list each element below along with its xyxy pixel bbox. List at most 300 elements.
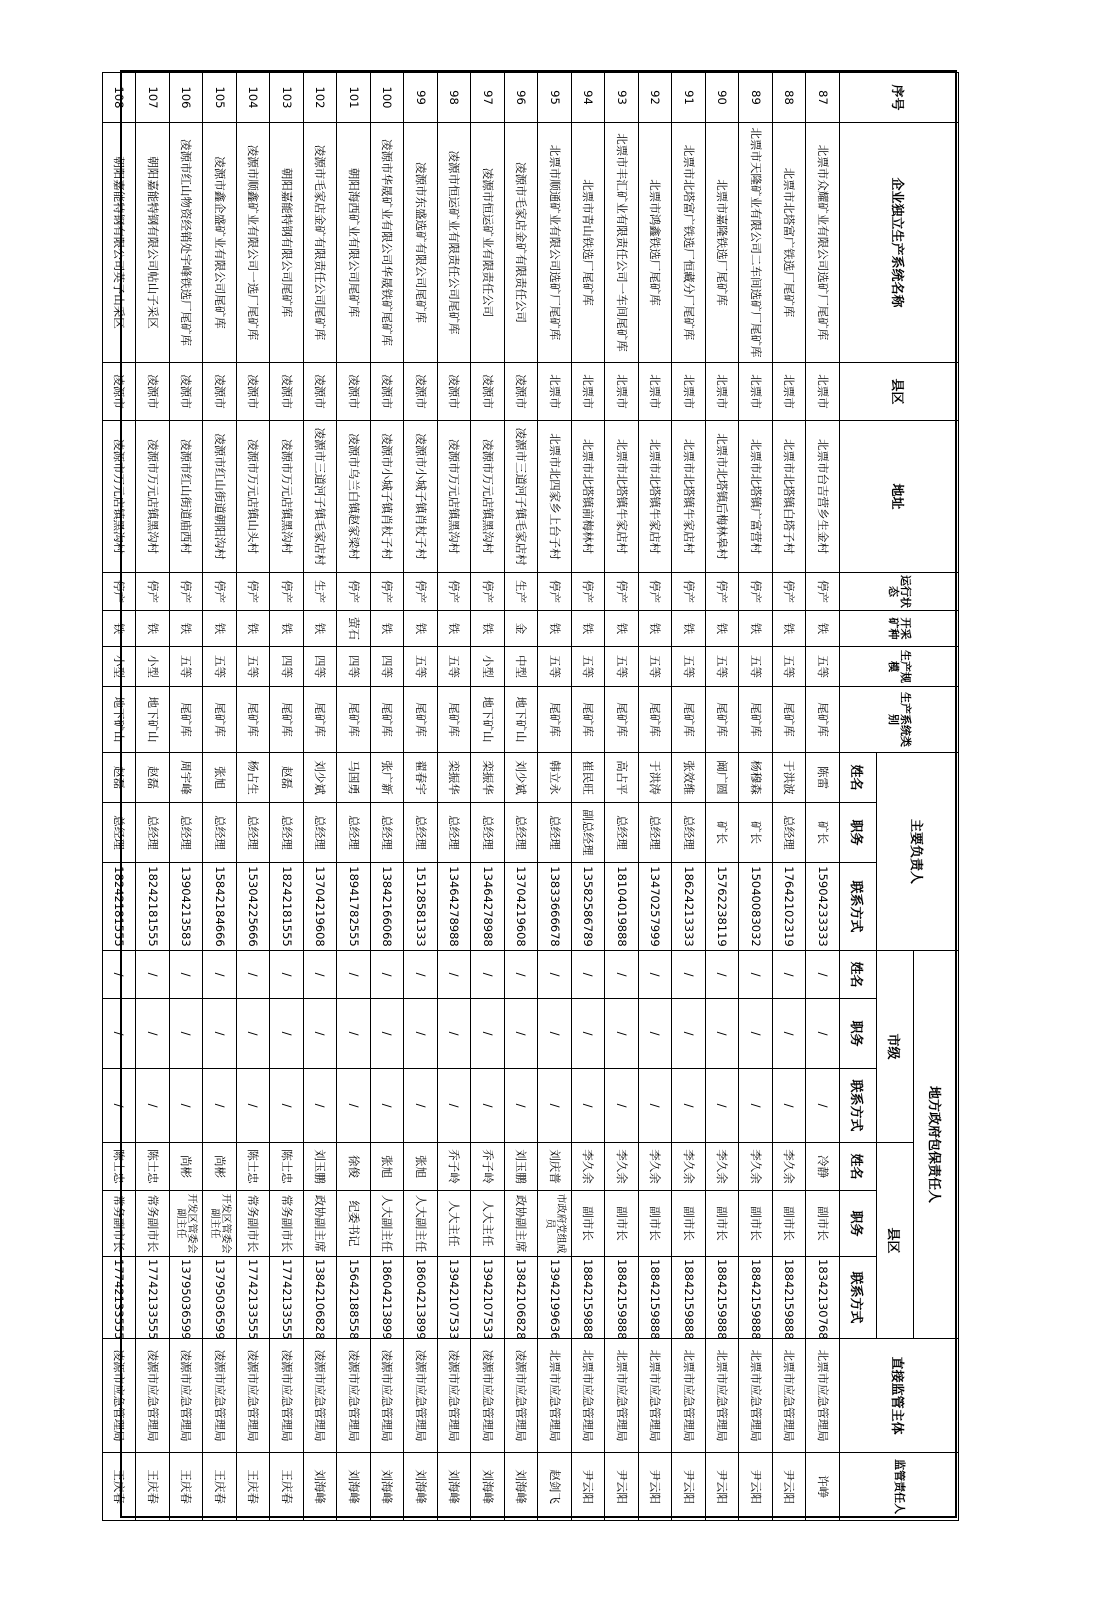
cell-type: 尾矿库 (806, 687, 840, 753)
cell-county: 北票市 (538, 363, 572, 421)
cell-sup-p: 刘海峰 (337, 1453, 371, 1521)
cell-m-tel: 15040083032 (739, 863, 773, 951)
cell-mineral: 铁 (170, 611, 204, 647)
cell-d-pos: 副市长 (773, 1191, 807, 1257)
cell-d-name: 李久余 (639, 1143, 673, 1191)
cell-m-pos: 总经理 (337, 803, 371, 863)
cell-address: 北票市北塔镇牛家店村 (605, 421, 639, 573)
cell-sup: 北票市应急管理局 (739, 1339, 773, 1453)
cell-sup-p: 尹云阳 (706, 1453, 740, 1521)
cell-scale: 五等 (170, 647, 204, 687)
cell-c-pos: / (136, 999, 170, 1069)
cell-c-tel: / (371, 1069, 405, 1143)
cell-name: 朝阳海西矿业有限公司尾矿库 (337, 123, 371, 363)
cell-scale: 五等 (706, 647, 740, 687)
cell-c-tel: / (170, 1069, 204, 1143)
cell-type: 尾矿库 (605, 687, 639, 753)
responsibility-table (102, 72, 959, 1521)
cell-d-name: 刘玉鹏 (304, 1143, 338, 1191)
cell-address: 北票市北塔镇白塔子村 (773, 421, 807, 573)
table-row (337, 73, 371, 1521)
cell-m-name: 栾振华 (471, 753, 505, 803)
cell-seq: 104 (237, 73, 271, 123)
header-district-contact: 联系方式 (840, 1257, 877, 1339)
cell-county: 北票市 (706, 363, 740, 421)
cell-sup-p: 王庆春 (203, 1453, 237, 1521)
cell-m-pos: 矿长 (806, 803, 840, 863)
cell-address: 凌源市红山街道庙西村 (170, 421, 204, 573)
table-row (304, 73, 338, 1521)
cell-seq: 90 (706, 73, 740, 123)
cell-type: 地下矿山 (103, 687, 137, 753)
cell-name: 北票市众耀矿业有限公司选矿厂尾矿库 (806, 123, 840, 363)
cell-mineral: 铁 (672, 611, 706, 647)
cell-c-pos: / (639, 999, 673, 1069)
cell-m-pos: 总经理 (505, 803, 539, 863)
cell-mineral: 铁 (471, 611, 505, 647)
cell-sup: 北票市应急管理局 (773, 1339, 807, 1453)
cell-d-pos: 人大副主任 (371, 1191, 405, 1257)
cell-sup: 凌源市应急管理局 (505, 1339, 539, 1453)
table-row (170, 73, 204, 1521)
cell-name: 朝阳嘉能特钢有限公司尾矿库 (270, 123, 304, 363)
table-row (739, 73, 773, 1521)
table-row (572, 73, 606, 1521)
cell-scale: 小型 (471, 647, 505, 687)
header-district-position: 职务 (840, 1191, 877, 1257)
cell-d-tel: 18842159888 (605, 1257, 639, 1339)
cell-c-tel: / (538, 1069, 572, 1143)
cell-sup: 凌源市应急管理局 (337, 1339, 371, 1453)
cell-type: 尾矿库 (203, 687, 237, 753)
cell-status: 停产 (572, 573, 606, 611)
cell-county: 凌源市 (270, 363, 304, 421)
cell-m-pos: 总经理 (538, 803, 572, 863)
cell-mineral: 金 (505, 611, 539, 647)
cell-type: 尾矿库 (773, 687, 807, 753)
cell-name: 北票市丰汇矿业有限责任公司一车间尾矿库 (605, 123, 639, 363)
cell-c-name: / (505, 951, 539, 999)
cell-type: 尾矿库 (170, 687, 204, 753)
cell-c-tel: / (203, 1069, 237, 1143)
cell-c-pos: / (806, 999, 840, 1069)
cell-address: 北票市北四家乡上台子村 (538, 421, 572, 573)
cell-m-name: 高占平 (605, 753, 639, 803)
cell-d-name: 刘庆普 (538, 1143, 572, 1191)
cell-d-name: 陈士忠 (270, 1143, 304, 1191)
cell-mineral: 铁 (103, 611, 137, 647)
cell-c-pos: / (270, 999, 304, 1069)
cell-d-tel: 13942107533 (438, 1257, 472, 1339)
cell-county: 凌源市 (471, 363, 505, 421)
cell-status: 停产 (136, 573, 170, 611)
cell-m-name: 张广新 (371, 753, 405, 803)
cell-scale: 五等 (404, 647, 438, 687)
cell-name: 凌源市华晟矿业有限公司华晟铁矿尾矿库 (371, 123, 405, 363)
cell-m-pos: 总经理 (304, 803, 338, 863)
cell-m-tel: 13833666678 (538, 863, 572, 951)
cell-m-pos: 副总经理 (572, 803, 606, 863)
cell-c-tel: / (605, 1069, 639, 1143)
cell-m-pos: 总经理 (170, 803, 204, 863)
cell-c-name: / (270, 951, 304, 999)
cell-type: 尾矿库 (639, 687, 673, 753)
cell-c-tel: / (672, 1069, 706, 1143)
cell-seq: 97 (471, 73, 505, 123)
cell-mineral: 萤石 (337, 611, 371, 647)
cell-d-tel: 18604213899 (404, 1257, 438, 1339)
cell-status: 停产 (773, 573, 807, 611)
cell-d-pos: 副市长 (806, 1191, 840, 1257)
cell-m-tel: 13582586789 (572, 863, 606, 951)
cell-m-name: 周宇峰 (170, 753, 204, 803)
cell-address: 北票市北塔镇后梅林皋村 (706, 421, 740, 573)
cell-c-name: / (639, 951, 673, 999)
cell-scale: 五等 (639, 647, 673, 687)
cell-county: 北票市 (773, 363, 807, 421)
cell-sup-p: 赵剑飞 (538, 1453, 572, 1521)
cell-d-name: 李久余 (572, 1143, 606, 1191)
cell-d-pos: 政协副主席 (304, 1191, 338, 1257)
cell-m-name: 陈雷 (806, 753, 840, 803)
cell-scale: 四等 (304, 647, 338, 687)
cell-c-tel: / (471, 1069, 505, 1143)
cell-mineral: 铁 (706, 611, 740, 647)
cell-m-name: 阚广圆 (706, 753, 740, 803)
cell-m-tel: 18941782555 (337, 863, 371, 951)
cell-address: 北票市台吉营乡生金村 (806, 421, 840, 573)
cell-m-name: 杨占生 (237, 753, 271, 803)
cell-c-name: / (371, 951, 405, 999)
cell-d-tel: 13795036599 (203, 1257, 237, 1339)
cell-sup: 凌源市应急管理局 (170, 1339, 204, 1453)
cell-scale: 五等 (203, 647, 237, 687)
cell-m-tel: 15904233333 (806, 863, 840, 951)
cell-c-pos: / (170, 999, 204, 1069)
cell-d-pos: 副市长 (706, 1191, 740, 1257)
cell-d-pos: 副市长 (572, 1191, 606, 1257)
cell-d-tel: 17742133555 (237, 1257, 271, 1339)
cell-m-name: 张旭 (203, 753, 237, 803)
header-main-position: 职务 (840, 803, 877, 863)
cell-sup-p: 尹云阳 (773, 1453, 807, 1521)
cell-sup-p: 尹云阳 (572, 1453, 606, 1521)
cell-d-tel: 18842159888 (572, 1257, 606, 1339)
cell-scale: 四等 (337, 647, 371, 687)
cell-c-tel: / (739, 1069, 773, 1143)
cell-m-pos: 总经理 (438, 803, 472, 863)
cell-d-tel: 13795036599 (170, 1257, 204, 1339)
cell-status: 停产 (203, 573, 237, 611)
cell-sup-p: 王庆春 (136, 1453, 170, 1521)
cell-scale: 五等 (739, 647, 773, 687)
cell-d-pos: 副市长 (739, 1191, 773, 1257)
cell-address: 凌源市乌兰白镇赵家梁村 (337, 421, 371, 573)
cell-m-pos: 总经理 (371, 803, 405, 863)
cell-status: 停产 (639, 573, 673, 611)
cell-county: 北票市 (605, 363, 639, 421)
cell-seq: 103 (270, 73, 304, 123)
cell-name: 北票市天隆矿业有限公司二车间选矿厂尾矿库 (739, 123, 773, 363)
header-district: 县区 (877, 1143, 914, 1339)
cell-m-pos: 总经理 (404, 803, 438, 863)
cell-m-tel: 15304225666 (237, 863, 271, 951)
cell-type: 尾矿库 (404, 687, 438, 753)
cell-sup-p: 刘海峰 (304, 1453, 338, 1521)
cell-c-pos: / (203, 999, 237, 1069)
cell-mineral: 铁 (203, 611, 237, 647)
cell-mineral: 铁 (371, 611, 405, 647)
cell-c-name: / (304, 951, 338, 999)
cell-d-tel: 13842106828 (505, 1257, 539, 1339)
cell-d-tel: 18842159888 (672, 1257, 706, 1339)
cell-c-pos: / (471, 999, 505, 1069)
cell-name: 凌源市恒运矿业有限责任公司 (471, 123, 505, 363)
cell-seq: 106 (170, 73, 204, 123)
cell-status: 停产 (337, 573, 371, 611)
cell-m-tel: 15128581333 (404, 863, 438, 951)
cell-d-name: 李久余 (605, 1143, 639, 1191)
cell-scale: 五等 (672, 647, 706, 687)
cell-scale: 四等 (270, 647, 304, 687)
cell-m-tel: 18242181555 (270, 863, 304, 951)
cell-c-pos: / (237, 999, 271, 1069)
cell-status: 停产 (605, 573, 639, 611)
table-row (672, 73, 706, 1521)
cell-c-name: / (773, 951, 807, 999)
cell-sup-p: 王庆春 (270, 1453, 304, 1521)
cell-d-pos: 开发区管委会副主任 (203, 1191, 237, 1257)
cell-address: 凌源市万元店镇黑沟村 (103, 421, 137, 573)
cell-status: 生产 (304, 573, 338, 611)
cell-c-pos: / (103, 999, 137, 1069)
cell-sup-p: 尹云阳 (605, 1453, 639, 1521)
cell-status: 停产 (739, 573, 773, 611)
header-gov-group: 地方政府包保责任人 (914, 951, 959, 1339)
table-row (639, 73, 673, 1521)
cell-type: 尾矿库 (538, 687, 572, 753)
cell-seq: 108 (103, 73, 137, 123)
cell-county: 凌源市 (136, 363, 170, 421)
cell-sup: 凌源市应急管理局 (270, 1339, 304, 1453)
cell-sup-p: 王庆春 (103, 1453, 137, 1521)
cell-mineral: 铁 (572, 611, 606, 647)
cell-sup-p: 尹云阳 (739, 1453, 773, 1521)
cell-c-tel: / (572, 1069, 606, 1143)
cell-mineral: 铁 (404, 611, 438, 647)
cell-c-tel: / (706, 1069, 740, 1143)
cell-status: 停产 (404, 573, 438, 611)
cell-scale: 五等 (806, 647, 840, 687)
cell-county: 凌源市 (337, 363, 371, 421)
cell-scale: 五等 (773, 647, 807, 687)
cell-sup-p: 刘海峰 (404, 1453, 438, 1521)
cell-m-tel: 13704219608 (304, 863, 338, 951)
cell-c-tel: / (505, 1069, 539, 1143)
cell-name: 北票市北塔富广铁选厂恒藏分厂尾矿库 (672, 123, 706, 363)
cell-sup: 凌源市应急管理局 (371, 1339, 405, 1453)
cell-sup: 凌源市应急管理局 (304, 1339, 338, 1453)
cell-address: 凌源市三道河子镇毛家店村 (505, 421, 539, 573)
table-row (538, 73, 572, 1521)
cell-c-name: / (337, 951, 371, 999)
cell-seq: 93 (605, 73, 639, 123)
table-row (605, 73, 639, 1521)
cell-seq: 102 (304, 73, 338, 123)
cell-status: 停产 (471, 573, 505, 611)
header-main-group: 主要负责人 (877, 753, 959, 951)
cell-d-pos: 常务副市长 (103, 1191, 137, 1257)
cell-sup: 北票市应急管理局 (572, 1339, 606, 1453)
cell-c-pos: / (572, 999, 606, 1069)
cell-scale: 五等 (572, 647, 606, 687)
cell-scale: 中型 (505, 647, 539, 687)
cell-m-tel: 13904213583 (170, 863, 204, 951)
cell-address: 凌源市万元店镇黑沟村 (438, 421, 472, 573)
cell-m-pos: 总经理 (237, 803, 271, 863)
cell-status: 停产 (270, 573, 304, 611)
cell-seq: 94 (572, 73, 606, 123)
cell-county: 北票市 (672, 363, 706, 421)
cell-m-tel: 18104019888 (605, 863, 639, 951)
cell-seq: 100 (371, 73, 405, 123)
cell-m-pos: 总经理 (605, 803, 639, 863)
cell-m-name: 赵磊 (136, 753, 170, 803)
cell-address: 凌源市小城子镇肖杖子村 (371, 421, 405, 573)
cell-c-pos: / (672, 999, 706, 1069)
cell-name: 北票市鸿鑫铁选厂尾矿库 (639, 123, 673, 363)
cell-c-tel: / (304, 1069, 338, 1143)
cell-d-pos: 纪委书记 (337, 1191, 371, 1257)
cell-name: 北票市青山铁选厂尾矿库 (572, 123, 606, 363)
header-city-position: 职务 (840, 999, 877, 1069)
cell-d-pos: 副市长 (672, 1191, 706, 1257)
header-main-contact: 联系方式 (840, 863, 877, 951)
cell-m-tel: 13464278988 (471, 863, 505, 951)
cell-d-name: 陈士忠 (103, 1143, 137, 1191)
cell-address: 凌源市万元店镇山头村 (237, 421, 271, 573)
cell-mineral: 铁 (739, 611, 773, 647)
document-sheet (112, 70, 957, 1518)
cell-name: 北票市北塔富广铁选厂尾矿库 (773, 123, 807, 363)
cell-type: 地下矿山 (471, 687, 505, 753)
cell-m-pos: 矿长 (739, 803, 773, 863)
cell-type: 尾矿库 (706, 687, 740, 753)
cell-c-name: / (806, 951, 840, 999)
cell-d-pos: 常务副市长 (237, 1191, 271, 1257)
cell-address: 北票市北塔镇广富营村 (739, 421, 773, 573)
cell-d-tel: 13942199636 (538, 1257, 572, 1339)
cell-sup: 北票市应急管理局 (639, 1339, 673, 1453)
cell-m-pos: 总经理 (773, 803, 807, 863)
cell-status: 停产 (170, 573, 204, 611)
cell-type: 尾矿库 (304, 687, 338, 753)
cell-c-pos: / (337, 999, 371, 1069)
cell-c-name: / (136, 951, 170, 999)
header-county: 县区 (840, 363, 959, 421)
cell-m-name: 赵磊 (270, 753, 304, 803)
cell-mineral: 铁 (773, 611, 807, 647)
cell-sup: 北票市应急管理局 (806, 1339, 840, 1453)
cell-d-pos: 开发区管委会副主任 (170, 1191, 204, 1257)
cell-sup-p: 刘海峰 (371, 1453, 405, 1521)
cell-mineral: 铁 (639, 611, 673, 647)
cell-m-tel: 15762238119 (706, 863, 740, 951)
header-address: 地址 (840, 421, 959, 573)
cell-d-pos: 人大副主任 (404, 1191, 438, 1257)
table-row (438, 73, 472, 1521)
cell-name: 凌源市鑫企盛矿业有限公司尾矿库 (203, 123, 237, 363)
cell-d-name: 张旭 (371, 1143, 405, 1191)
cell-county: 凌源市 (371, 363, 405, 421)
cell-c-tel: / (136, 1069, 170, 1143)
cell-county: 北票市 (572, 363, 606, 421)
cell-c-name: / (605, 951, 639, 999)
cell-m-name: 张效维 (672, 753, 706, 803)
cell-scale: 五等 (438, 647, 472, 687)
cell-seq: 105 (203, 73, 237, 123)
cell-c-tel: / (270, 1069, 304, 1143)
header-scale: 生产规模 (840, 647, 959, 687)
cell-m-pos: 总经理 (203, 803, 237, 863)
cell-type: 尾矿库 (672, 687, 706, 753)
cell-m-name: 栾振华 (438, 753, 472, 803)
cell-type: 尾矿库 (438, 687, 472, 753)
cell-m-name: 刘少斌 (505, 753, 539, 803)
cell-sup: 北票市应急管理局 (605, 1339, 639, 1453)
cell-d-name: 乔子岭 (438, 1143, 472, 1191)
cell-c-tel: / (639, 1069, 673, 1143)
cell-m-pos: 总经理 (639, 803, 673, 863)
cell-c-tel: / (404, 1069, 438, 1143)
cell-status: 停产 (237, 573, 271, 611)
cell-d-name: 徐俊 (337, 1143, 371, 1191)
table-row (505, 73, 539, 1521)
cell-county: 凌源市 (103, 363, 137, 421)
rotated-table-container (112, 72, 959, 1520)
cell-d-name: 冷静 (806, 1143, 840, 1191)
cell-d-name: 陈士忠 (237, 1143, 271, 1191)
cell-c-pos: / (773, 999, 807, 1069)
cell-m-pos: 总经理 (136, 803, 170, 863)
cell-m-tel: 18624213333 (672, 863, 706, 951)
cell-county: 北票市 (806, 363, 840, 421)
cell-seq: 89 (739, 73, 773, 123)
cell-address: 凌源市万元店镇黑沟村 (136, 421, 170, 573)
cell-d-pos: 常务副市长 (136, 1191, 170, 1257)
cell-sup: 凌源市应急管理局 (136, 1339, 170, 1453)
cell-d-pos: 常务副市长 (270, 1191, 304, 1257)
cell-type: 尾矿库 (270, 687, 304, 753)
cell-d-tel: 17742133555 (103, 1257, 137, 1339)
header-main-person: 姓名 (840, 753, 877, 803)
cell-status: 停产 (806, 573, 840, 611)
cell-d-tel: 17742133555 (136, 1257, 170, 1339)
cell-m-name: 刘少斌 (304, 753, 338, 803)
cell-c-tel: / (237, 1069, 271, 1143)
cell-c-name: / (103, 951, 137, 999)
cell-c-name: / (706, 951, 740, 999)
table-row (270, 73, 304, 1521)
cell-scale: 小型 (136, 647, 170, 687)
cell-mineral: 铁 (438, 611, 472, 647)
cell-d-pos: 副市长 (639, 1191, 673, 1257)
header-district-person: 姓名 (840, 1143, 877, 1191)
cell-mineral: 铁 (304, 611, 338, 647)
table-row (806, 73, 840, 1521)
cell-d-name: 李久余 (773, 1143, 807, 1191)
cell-seq: 101 (337, 73, 371, 123)
